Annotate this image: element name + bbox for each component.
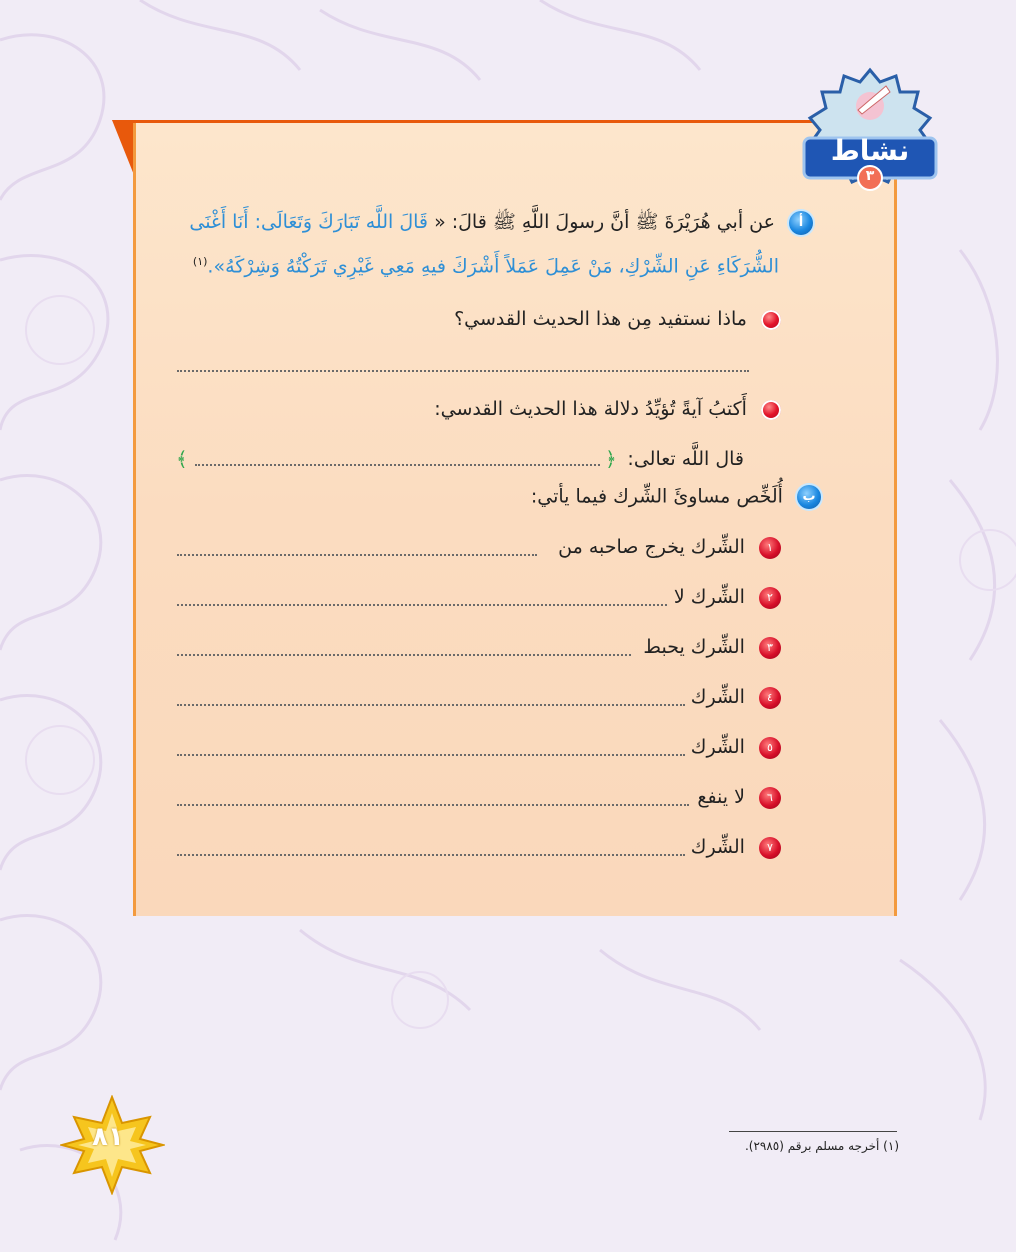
badge-number: ٣: [865, 168, 875, 184]
list-answer-line[interactable]: [177, 852, 685, 856]
list-item-text: الشِّرك يخرج صاحبه من: [558, 536, 745, 558]
question-2: [434, 398, 781, 420]
question-1: [454, 308, 781, 330]
section-a-marker: أ: [789, 211, 813, 235]
answer-line-1[interactable]: [177, 368, 749, 372]
list-item-number: ٢: [759, 587, 781, 609]
list-item-number: ٥: [759, 737, 781, 759]
list-answer-line[interactable]: [177, 652, 631, 656]
list-answer-line[interactable]: [177, 802, 689, 806]
hadith-quote-line2-wrap: [193, 255, 779, 277]
activity-panel: [133, 123, 897, 916]
footnote: (١) أخرجه مسلم برقم (٢٩٨٥).: [744, 1139, 899, 1153]
hadith-intro: عن أبي هُرَيْرَةَ ﷺ أنَّ رسولَ اللَّهِ ﷺ قالَ: «: [434, 211, 775, 233]
page-number: ٨١: [92, 1122, 124, 1152]
footnote-ref: (١): [192, 255, 208, 268]
question-1-text: ماذا نستفيد مِن هذا الحديث القدسي؟: [454, 308, 747, 330]
verse-bracket-close: ﴾: [176, 447, 188, 471]
list-item-text: الشِّرك لا: [673, 586, 745, 608]
list-item-text: الشِّرك: [690, 736, 745, 758]
list-item: [691, 736, 781, 759]
list-item-text: الشِّرك: [690, 686, 745, 708]
list-item: [674, 586, 781, 609]
hadith-quote-line2: الشُّرَكَاءِ عَنِ الشِّرْكِ، مَنْ عَمِلَ عَمَلاً أَشْرَكَ فيهِ مَعِي غَيْرِي تَرَكْتُهُ وَشِرْكَهُ».: [207, 255, 779, 278]
verse-prompt: قال اللَّه تعالى:: [627, 448, 744, 470]
list-item-number: ٧: [759, 837, 781, 859]
list-answer-line[interactable]: [177, 702, 685, 706]
verse-answer-line[interactable]: [195, 462, 600, 466]
verse-bracket-open: ﴿: [605, 447, 617, 471]
question-2-bullet: [761, 400, 781, 420]
hadith-quote-line1: قَالَ اللَّه تَبَارَكَ وَتَعَالَى: أَنَا أَغْنَى: [189, 211, 429, 233]
section-b-marker: ب: [797, 485, 821, 509]
question-1-bullet: [761, 310, 781, 330]
list-item-number: ٦: [759, 787, 781, 809]
list-answer-line[interactable]: [177, 552, 537, 556]
question-2-text: أَكتبُ آيةً تُؤيِّدُ دلالة هذا الحديث القدسي:: [434, 398, 747, 420]
list-answer-line[interactable]: [177, 752, 685, 756]
footnote-rule: [729, 1131, 897, 1132]
list-item-text: الشِّرك: [690, 836, 745, 858]
list-item: [643, 636, 781, 659]
list-item: [691, 686, 781, 709]
list-item: [697, 786, 781, 809]
badge-title: نشاط: [830, 134, 910, 167]
section-b-heading: أُلَخِّص مساوئَ الشِّرك فيما يأتي:: [530, 485, 783, 508]
list-answer-line[interactable]: [177, 602, 667, 606]
list-item: [558, 536, 781, 559]
section-b-heading-line: [531, 485, 821, 509]
list-item: [691, 836, 781, 859]
list-item-number: ٣: [759, 637, 781, 659]
list-item-number: ١: [759, 537, 781, 559]
list-item-text: الشِّرك يحبط: [643, 636, 745, 658]
list-item-number: ٤: [759, 687, 781, 709]
list-item-text: لا ينفع: [697, 786, 745, 808]
hadith-intro-line: [189, 210, 813, 238]
